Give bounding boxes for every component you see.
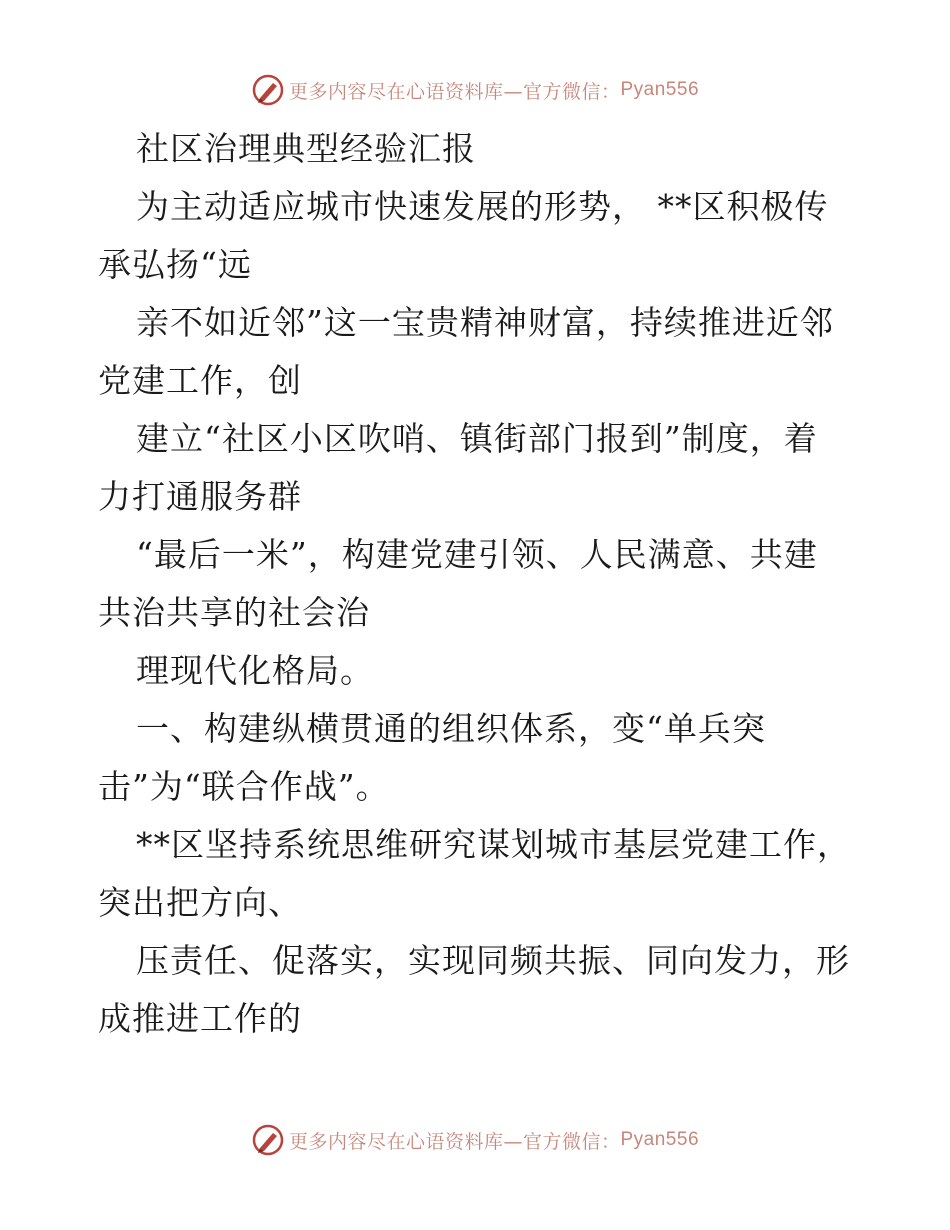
footer-watermark (0, 1120, 950, 1160)
body-line: 党建工作，创 (98, 361, 302, 400)
section-heading: 一、构建纵横贯通的组织体系，变“单兵突 (136, 709, 766, 748)
pen-logo-icon (251, 73, 285, 107)
watermark-id: Pyan556 (620, 79, 700, 100)
body-line: 力打通服务群 (98, 477, 302, 516)
body-line: 承弘扬“远 (98, 245, 252, 284)
document-title: 社区治理典型经验汇报 (136, 129, 476, 168)
body-line: 共治共享的社会治 (98, 593, 370, 632)
body-line: 为主动适应城市快速发展的形势， **区积极传 (136, 187, 829, 226)
body-line: 成推进工作的 (98, 999, 302, 1038)
body-line: “最后一米”，构建党建引领、人民满意、共建 (136, 535, 818, 574)
watermark-id: Pyan556 (620, 1129, 700, 1150)
header-watermark (0, 70, 950, 110)
body-line: 理现代化格局。 (136, 651, 374, 690)
body-line: **区坚持系统思维研究谋划城市基层党建工作， (136, 825, 851, 864)
body-line: 压责任、促落实，实现同频共振、同向发力，形 (136, 941, 850, 980)
watermark-text: 更多内容尽在心语资料库—官方微信： (288, 1130, 621, 1153)
pen-logo-icon (251, 1123, 285, 1157)
watermark-text: 更多内容尽在心语资料库—官方微信： (288, 80, 621, 103)
document-body (98, 120, 858, 1048)
body-line: 突出把方向、 (98, 883, 302, 922)
section-heading-cont: 击”为“联合作战”。 (98, 767, 390, 806)
body-line: 亲不如近邻”这一宝贵精神财富，持续推进近邻 (136, 303, 834, 342)
body-line: 建立“社区小区吹哨、镇街部门报到”制度，着 (136, 419, 818, 458)
